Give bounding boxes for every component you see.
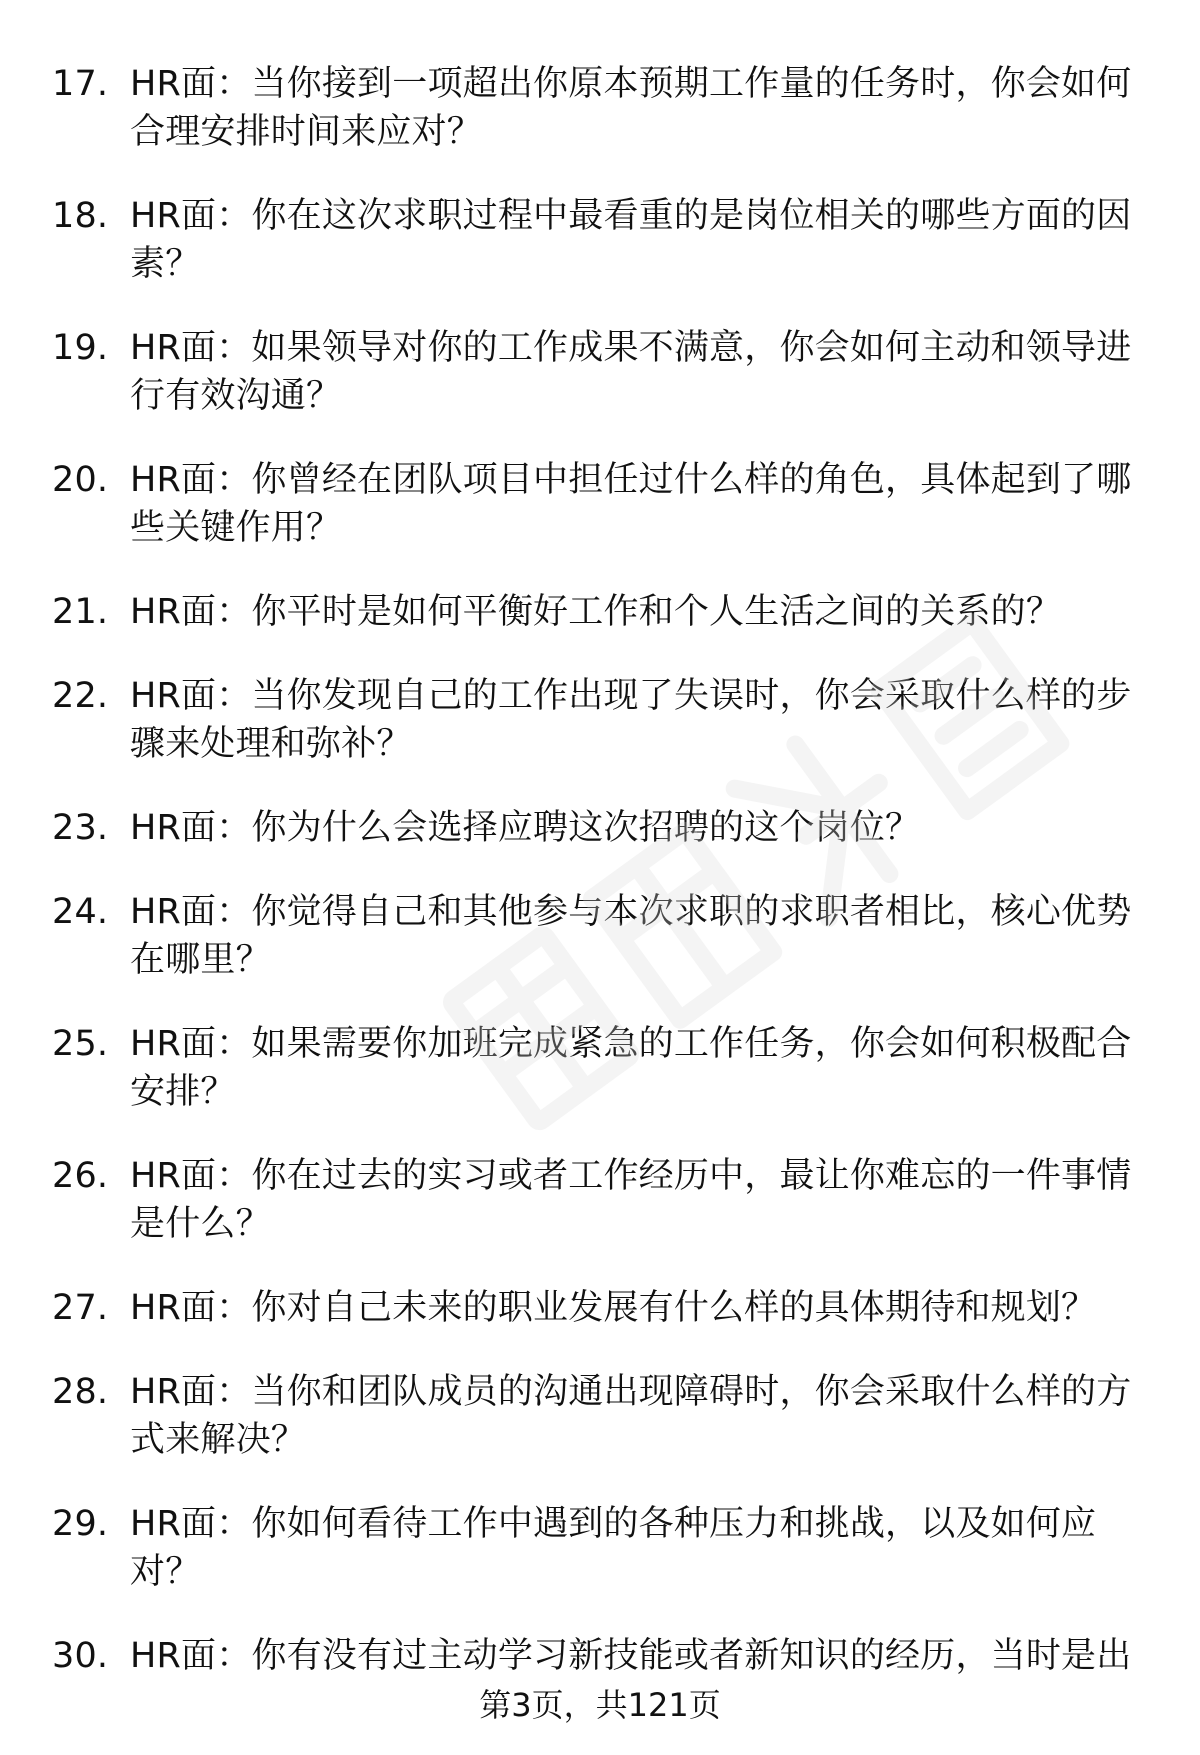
question-text: HR面：你有没有过主动学习新技能或者新知识的经历，当时是出	[130, 1636, 1132, 1676]
question-list	[0, 60, 1200, 1716]
question-number: 24.	[52, 892, 109, 932]
question-text: HR面：当你和团队成员的沟通出现障碍时，你会采取什么样的方式来解决？	[130, 1372, 1132, 1460]
question-number: 18.	[52, 196, 109, 236]
question-number: 25.	[52, 1024, 109, 1064]
question-text: HR面：你为什么会选择应聘这次招聘的这个岗位？	[130, 808, 921, 848]
question-number: 19.	[52, 328, 109, 368]
question-text: HR面：你在过去的实习或者工作经历中，最让你难忘的一件事情是什么？	[130, 1156, 1132, 1244]
question-number: 20.	[52, 460, 109, 500]
page-footer: 第3页，共121页	[479, 1686, 721, 1724]
question-number: 22.	[52, 676, 109, 716]
question-number: 23.	[52, 808, 109, 848]
question-number: 30.	[52, 1636, 109, 1676]
question-item-20	[0, 456, 1200, 552]
question-number: 21.	[52, 592, 109, 632]
question-text: HR面：你在这次求职过程中最看重的是岗位相关的哪些方面的因素？	[130, 196, 1132, 284]
question-item-18	[0, 192, 1200, 288]
question-item-30	[0, 1632, 1200, 1680]
question-item-23	[0, 804, 1200, 852]
question-number: 17.	[52, 64, 109, 104]
question-item-27	[0, 1284, 1200, 1332]
question-text: HR面：当你发现自己的工作出现了失误时，你会采取什么样的步骤来处理和弥补？	[130, 676, 1132, 764]
question-number: 26.	[52, 1156, 109, 1196]
question-text: HR面：当你接到一项超出你原本预期工作量的任务时，你会如何合理安排时间来应对？	[130, 64, 1132, 152]
question-item-29	[0, 1500, 1200, 1596]
question-item-19	[0, 324, 1200, 420]
question-number: 27.	[52, 1288, 109, 1328]
question-item-25	[0, 1020, 1200, 1116]
question-text: HR面：你如何看待工作中遇到的各种压力和挑战，以及如何应对？	[130, 1504, 1097, 1592]
question-text: HR面：如果需要你加班完成紧急的工作任务，你会如何积极配合安排？	[130, 1024, 1132, 1112]
question-item-24	[0, 888, 1200, 984]
question-number: 29.	[52, 1504, 109, 1544]
question-text: HR面：如果领导对你的工作成果不满意，你会如何主动和领导进行有效沟通？	[130, 328, 1132, 416]
question-text: HR面：你平时是如何平衡好工作和个人生活之间的关系的？	[130, 592, 1062, 632]
question-text: HR面：你曾经在团队项目中担任过什么样的角色，具体起到了哪些关键作用？	[130, 460, 1132, 548]
question-text: HR面：你对自己未来的职业发展有什么样的具体期待和规划？	[130, 1288, 1097, 1328]
question-item-17	[0, 60, 1200, 156]
question-item-26	[0, 1152, 1200, 1248]
question-number: 28.	[52, 1372, 109, 1412]
question-item-22	[0, 672, 1200, 768]
question-item-21	[0, 588, 1200, 636]
question-item-28	[0, 1368, 1200, 1464]
question-text: HR面：你觉得自己和其他参与本次求职的求职者相比，核心优势在哪里？	[130, 892, 1132, 980]
